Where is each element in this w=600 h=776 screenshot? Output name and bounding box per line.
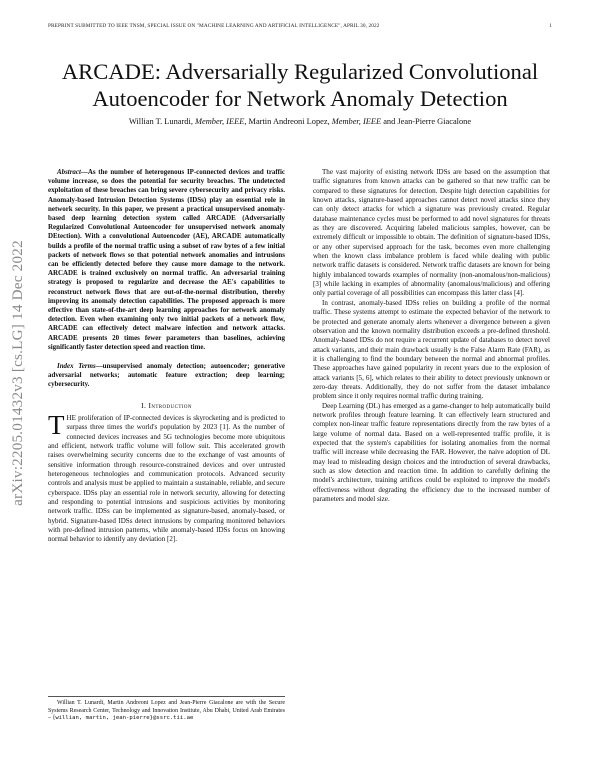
body-paragraph: In contrast, anomaly-based IDSs relies on building a profile of the normal traffic. These systems attempt to estimate the expected behavior of the network to be protected and generate anomaly alerts whenever a divergence between a given observation and the known normality distribution exceeds a pre-defined threshold. Anomaly-based IDSs do not require a recurrent update of databases to detect novel attack variants, and their main drawback usually is the False Alarm Rate (FAR), as it is challenging to find the boundary between the normal and abnormal profiles. These approaches have gained popularity in recent years due to the explosion of attack variants [5, 6], which relates to their ability to detect previously unknown or zero-day threats. Additionally, they do not suffer from the dataset imbalance problem since it only requires normal traffic during training. (313, 298, 550, 401)
author-name: Martin Andreoni Lopez, (248, 117, 330, 126)
body-paragraph: Deep Learning (DL) has emerged as a game-changer to help automatically build network profiles through feature learning. It can effectively learn structured and complex non-linear traffic feature representations directly from the raw bytes of a large volume of normal data. Based on a well-represented traffic profile, it is expected that the system's capabilities for isolating anomalies from the normal traffic will increase while decreasing the FAR. However, the naive adoption of DL may lead to misleading design choices and the introduction of several drawbacks, such as slow detection and reaction time. In addition to carefully defining the model's architecture, training artifices could be exploited to improve the model's effectiveness without degrading the efficiency due to the increased number of parameters and model size. (313, 401, 550, 504)
running-header (48, 23, 552, 33)
abstract (48, 168, 285, 352)
section-numeral: I. (141, 400, 147, 410)
running-head-text: PREPRINT SUBMITTED TO IEEE TNSM, SPECIAL ISSUE ON "MACHINE LEARNING AND ARTIFICIAL INTELLIGENCE", APRIL 30, 2022 (48, 23, 380, 29)
abstract-text: —As the number of heterogenous IP-connected devices and traffic volume increase, so does the potential for security breaches. The undetected exploitation of these breaches can bring severe cybersecurity and privacy risks. Anomaly-based Intrusion Detection Systems (IDSs) play an essential role in network security. In this paper, we present a practical unsupervised anomaly-based deep learning detection system called ARCADE (Adversarially Regularized Convolutional Autoencoder for unsupervised network anomaly DEtection). With a convolutional Autoencoder (AE), ARCADE automatically builds a profile of the normal traffic using a subset of raw bytes of a few initial packets of network flows so that potential network anomalies and intrusions can be efficiently detected before they cause more damage to the network. ARCADE is trained exclusively on normal traffic. An adversarial training strategy is proposed to regularize and decrease the AE's capabilities to reconstruct network flows that are out-of-the-normal distribution, thereby improving its anomaly detection capabilities. The proposed approach is more effective than state-of-the-art deep learning approaches for network anomaly detection. Even when examining only two initial packets of a network flow, ARCADE can effectively detect malware infection and network attacks. ARCADE presents 20 times fewer parameters than baselines, achieving significantly faster detection speed and reaction time. (48, 168, 285, 351)
footnote-body (48, 700, 285, 723)
abstract-lead: Abstract (57, 168, 81, 176)
section-title: Introduction (148, 400, 192, 410)
index-terms (48, 362, 285, 390)
intro-paragraph-text: HE proliferation of IP-connected devices is skyrocketing and is predicted to surpass three times the world's population by 2023 [1]. As the number of connected devices increases and 5G technologies become more ubiquitous and efficient, network traffic volume will follow suit. This accelerated growth raises overwhelming security concerns due to the exchange of vast amounts of sensitive information through resource-constrained devices and over untrusted heterogeneous technologies and communication protocols. Advanced security controls and analysis must be applied to maintain a sustainable, reliable, and secure cyberspace. IDSs play an essential role in network security, allowing for detecting and responding to potential intrusions and suspicious activities by monitoring network traffic. IDSs can be implemented as signature-based, anomaly-based, or hybrid. Signature-based IDSs detect intrusions by comparing monitored behaviors with pre-defined intrusion patterns, while anomaly-based IDSs focus on knowing normal behavior to identify any deviation [2]. (48, 414, 285, 544)
section-heading (48, 401, 285, 410)
arxiv-identifier: arXiv:2205.01432v3 [cs.LG] 14 Dec 2022 (9, 240, 26, 506)
right-column (313, 168, 550, 504)
drop-cap: T (48, 410, 65, 441)
page-number: 1 (549, 23, 552, 29)
body-paragraph: The vast majority of existing network IDSs are based on the assumption that traffic signatures from known attacks can be gathered so that new traffic can be compared to these signatures for detection. Despite high detection capabilities for known attacks, signature-based approaches cannot detect novel attacks since they can only detect attacks for which a signature was previously created. Regular database maintenance cycles must be performed to add novel signatures for threats as they are discovered. Acquiring labeled malicious samples, however, can be extremely difficult or impossible to obtain. The definition of signature-based IDSs, or any other supervised approach for the task, becomes even more challenging when the known class imbalance problem is faced while dealing with public network traffic datasets is considered. Network traffic datasets are known for being highly imbalanced towards examples of normality (non-anomalous/non-malicious) [3] while lacking in examples of abnormality (anomalous/malicious) and offering only partial coverage of all possibilities can encompass this latter class [4]. (313, 168, 550, 298)
author-name: Willian T. Lunardi, (128, 117, 193, 126)
left-column (48, 168, 285, 545)
author-list (30, 117, 570, 126)
index-terms-lead: Index Terms (57, 362, 96, 371)
affiliation-footnote (48, 696, 285, 723)
arxiv-stamp (6, 168, 30, 578)
footnote-text: Willian T. Lunardi, Martin Andreoni Lopez and Jean-Pierre Giacalone are with the Secure Systems Research Center, Technology and Innovation Institute, Abu Dhabi, United Arab Emirates – { (48, 700, 285, 722)
footnote-emails: willian, martin, jean-pierre}@ssrc.tii.ae (55, 715, 194, 722)
index-terms-text: —unsupervised anomaly detection; autoencoder; generative adversarial networks; automatic feature extraction; deep learning; cybersecurity. (48, 362, 285, 389)
paper-title: ARCADE: Adversarially Regularized Convolutional Autoencoder for Network Anomaly Detection (61, 59, 539, 111)
intro-paragraph (48, 410, 285, 545)
author-name: and Jean-Pierre Giacalone (383, 117, 472, 126)
author-affiliation: Member, IEEE, (195, 117, 247, 126)
author-affiliation: Member, IEEE (331, 117, 382, 126)
